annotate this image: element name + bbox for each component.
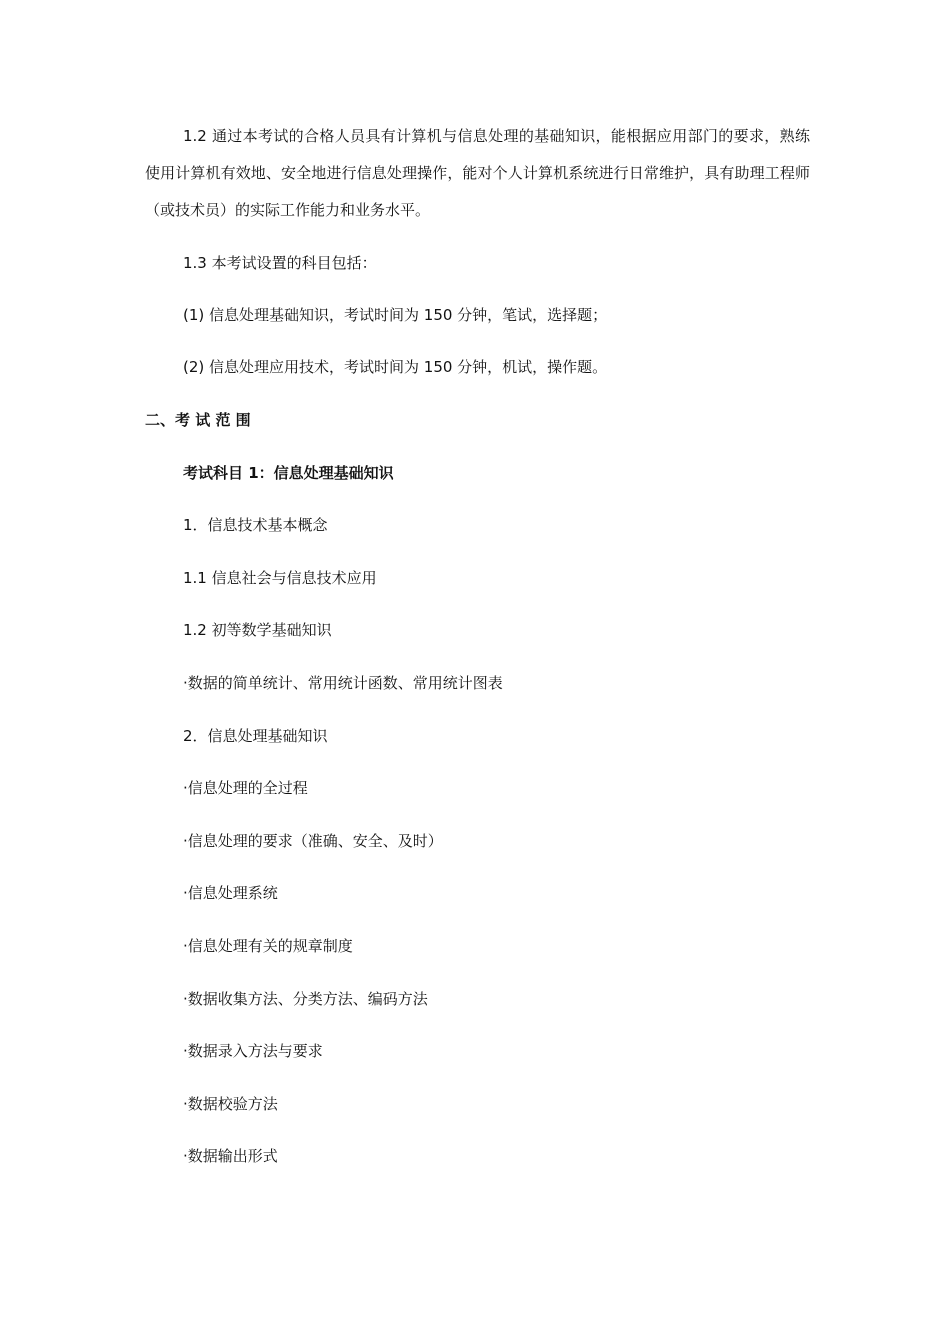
exam-subject-heading: 考试科目 1：信息处理基础知识: [183, 464, 394, 482]
list-item: ·数据录入方法与要求: [183, 1042, 323, 1060]
paragraph-1-2: 1.2 通过本考试的合格人员具有计算机与信息处理的基础知识，能根据应用部门的要求，熟练使用计算机有效地、安全地进行信息处理操作，能对个人计算机系统进行日常维护，具有助理工程师（或技术员）的实际工作能力和业务水平。: [145, 127, 810, 219]
list-item: 1.2 初等数学基础知识: [183, 621, 332, 639]
list-item: ·数据输出形式: [183, 1147, 278, 1165]
list-item: ·数据的简单统计、常用统计函数、常用统计图表: [183, 674, 503, 692]
section-heading: 二、考 试 范 围: [145, 411, 251, 429]
list-item: ·数据校验方法: [183, 1095, 278, 1113]
list-item: 2．信息处理基础知识: [183, 727, 328, 745]
subject-item-2: (2) 信息处理应用技术，考试时间为 150 分钟，机试，操作题。: [183, 358, 608, 376]
subject-item-1: (1) 信息处理基础知识，考试时间为 150 分钟，笔试，选择题；: [183, 306, 608, 324]
list-item: ·信息处理的要求（准确、安全、及时）: [183, 832, 443, 850]
list-item: 1．信息技术基本概念: [183, 516, 328, 534]
list-item: ·信息处理有关的规章制度: [183, 937, 353, 955]
list-item: ·信息处理的全过程: [183, 779, 308, 797]
list-item: ·信息处理系统: [183, 884, 278, 902]
list-item: 1.1 信息社会与信息技术应用: [183, 569, 377, 587]
list-item: ·数据收集方法、分类方法、编码方法: [183, 990, 428, 1008]
paragraph-1-3: 1.3 本考试设置的科目包括：: [183, 254, 377, 272]
